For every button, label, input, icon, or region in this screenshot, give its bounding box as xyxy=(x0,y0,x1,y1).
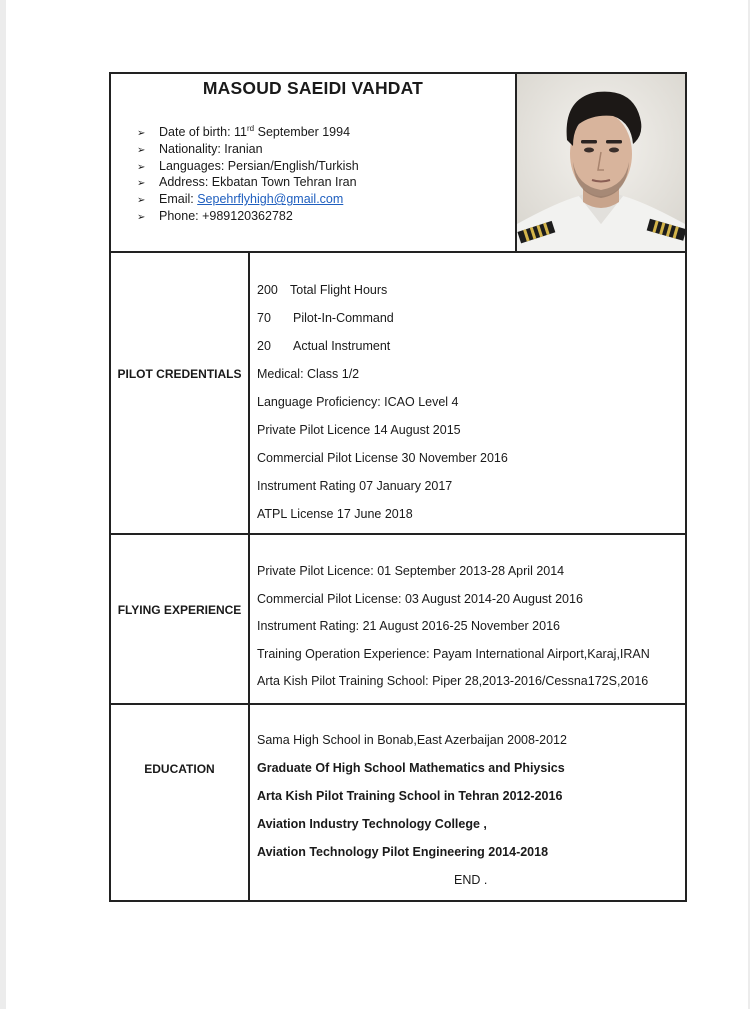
experience-item: Instrument Rating: 21 August 2016-25 November 2016 xyxy=(257,619,560,634)
credential-item: Medical: Class 1/2 xyxy=(257,367,360,381)
credential-item: ATPL License 17 June 2018 xyxy=(257,507,413,521)
section-title-flying-experience: FLYING EXPERIENCE xyxy=(117,603,242,617)
pilot-credentials-list xyxy=(257,283,508,535)
detail-phone: ➢ Phone: +989120362782 xyxy=(137,208,359,225)
flight-hours-total: 200 Total Flight Hours xyxy=(257,283,388,297)
education-list xyxy=(257,733,567,901)
arrow-bullet-icon: ➢ xyxy=(137,178,146,190)
experience-item: Training Operation Experience: Payam International Airport,Karaj,IRAN xyxy=(257,646,650,661)
profile-photo xyxy=(517,74,685,251)
experience-item: Private Pilot Licence: 01 September 2013-28 April 2014 xyxy=(257,564,565,578)
divider xyxy=(111,251,685,253)
education-item: Aviation Technology Pilot Engineering 2014-2018 xyxy=(257,845,549,859)
section-title-education: EDUCATION xyxy=(144,762,215,776)
section-title-pilot-credentials: PILOT CREDENTIALS xyxy=(117,367,242,381)
detail-address: ➢ Address: Ekbatan Town Tehran Iran xyxy=(137,174,359,191)
arrow-bullet-icon: ➢ xyxy=(137,128,146,139)
personal-details-list xyxy=(137,124,359,225)
education-item: Sama High School in Bonab,East Azerbaijan 2008-2012 xyxy=(257,733,567,747)
document-page xyxy=(6,0,748,1009)
divider xyxy=(248,252,250,902)
flying-experience-list xyxy=(257,564,650,702)
credential-item: Language Proficiency: ICAO Level 4 xyxy=(257,395,459,409)
credential-item: Commercial Pilot License 30 November 2016 xyxy=(257,451,508,465)
flight-hours-pic: 70 Pilot-In-Command xyxy=(257,311,394,325)
email-link[interactable]: Sepehrflyhigh@gmail.com xyxy=(197,192,344,207)
arrow-bullet-icon: ➢ xyxy=(137,161,146,173)
arrow-bullet-icon: ➢ xyxy=(137,144,146,156)
divider xyxy=(111,703,685,705)
detail-nationality: ➢ Nationality: Iranian xyxy=(137,141,359,158)
experience-item: Arta Kish Pilot Training School: Piper 28,2013-2016/Cessna172S,2016 xyxy=(257,674,649,689)
education-item: Arta Kish Pilot Training School in Tehran 2012-2016 xyxy=(257,789,563,803)
credential-item: Private Pilot Licence 14 August 2015 xyxy=(257,423,461,437)
applicant-name: MASOUD SAEIDI VAHDAT xyxy=(202,78,424,98)
cv-table xyxy=(109,72,687,902)
detail-languages: ➢ Languages: Persian/English/Turkish xyxy=(137,158,359,175)
credential-item: Instrument Rating 07 January 2017 xyxy=(257,479,453,493)
education-item: Aviation Industry Technology College , xyxy=(257,817,487,831)
education-item: Graduate Of High School Mathematics and Phiysics xyxy=(257,761,565,775)
arrow-bullet-icon: ➢ xyxy=(137,211,146,223)
end-marker: END . xyxy=(454,873,488,887)
detail-email: ➢ Email: Sepehrflyhigh@gmail.com xyxy=(137,191,359,208)
flight-hours-instrument: 20 Actual Instrument xyxy=(257,339,391,353)
arrow-bullet-icon: ➢ xyxy=(137,195,146,207)
detail-date-of-birth: ➢ Date of birth: 11rd September 1994 xyxy=(137,124,359,141)
divider xyxy=(111,533,685,535)
experience-item: Commercial Pilot License: 03 August 2014-20 August 2016 xyxy=(257,591,583,606)
